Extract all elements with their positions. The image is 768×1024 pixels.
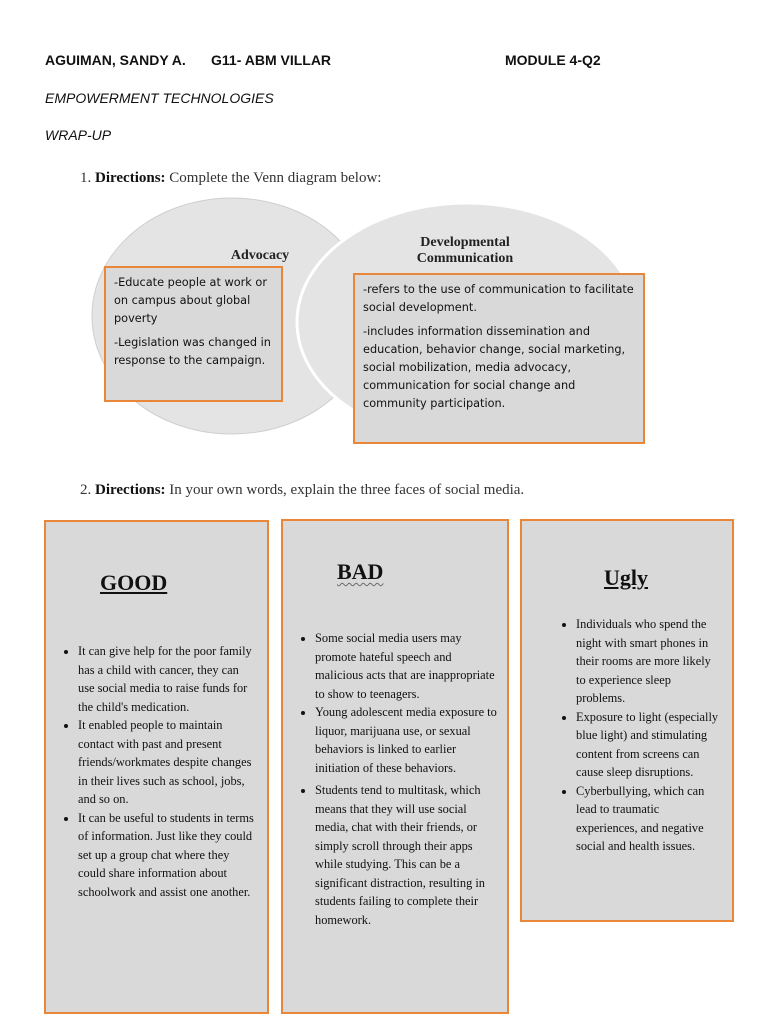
q2-directions-label: Directions: <box>95 482 166 498</box>
section-title: WRAP-UP <box>45 127 112 143</box>
student-name: AGUIMAN, SANDY A. <box>45 52 186 68</box>
list-item: • Some social media users may promote hateful speech and malicious acts that are inappropriate to show to teenagers. <box>315 629 497 703</box>
good-title: GOOD <box>100 570 168 595</box>
list-item: • Students tend to multitask, which means that they will use social media, chat with their friends, or simply scroll through their apps while studying. This can be a significant distraction, resulting in students failing to complete their homework. <box>315 781 497 929</box>
bad-panel <box>281 519 509 1014</box>
grade-section: G11- ABM VILLAR <box>211 52 332 68</box>
advocacy-point: -Legislation was changed in response to the campaign. <box>114 336 271 367</box>
advocacy-point: -Educate people at work or on campus about global poverty <box>114 276 267 325</box>
list-item: • Young adolescent media exposure to liquor, marijuana use, or sexual behaviors is linked to earlier initiation of these behaviors. <box>315 703 497 777</box>
q1-directions-label: Directions: <box>95 170 166 186</box>
module-label: MODULE 4-Q2 <box>505 52 601 68</box>
venn-label-devcom <box>380 235 550 267</box>
list-item: • Cyberbullying, which can lead to traumatic experiences, and negative social and health issues. <box>576 782 722 856</box>
subject-title: EMPOWERMENT TECHNOLOGIES <box>45 90 274 106</box>
ugly-panel <box>520 519 734 922</box>
q1-number: 1. <box>80 170 92 186</box>
q2-number: 2. <box>80 482 92 498</box>
ugly-list <box>522 615 732 856</box>
venn-label-advocacy: Advocacy <box>230 248 290 263</box>
q1-directions-text: Complete the Venn diagram below: <box>169 170 382 186</box>
devcom-box <box>353 273 645 444</box>
q2-directions <box>80 482 524 499</box>
list-item: • It can give help for the poor family has a child with cancer, they can use social media to raise funds for the child's medication. <box>78 642 257 716</box>
list-item: • It enabled people to maintain contact with past and present friends/workmates despite changes in their lives such as school, jobs, and so on. <box>78 716 257 809</box>
devcom-point: -includes information dissemination and education, behavior change, social marketing, social mobilization, media advocacy, communication for social change and community participation. <box>363 325 626 410</box>
good-panel <box>44 520 269 1014</box>
venn-label-devcom-line1: Developmental <box>420 235 510 250</box>
q2-directions-text: In your own words, explain the three faces of social media. <box>169 482 525 498</box>
list-item: • Individuals who spend the night with smart phones in their rooms are more likely to experience sleep problems. <box>576 615 722 708</box>
advocacy-box <box>104 266 283 402</box>
ugly-title: Ugly <box>604 565 648 590</box>
list-item: • Exposure to light (especially blue light) and stimulating content from screens can cause sleep disruptions. <box>576 708 722 782</box>
bad-list <box>283 629 507 929</box>
devcom-point: -refers to the use of communication to facilitate social development. <box>363 283 634 314</box>
bad-title: BAD <box>337 559 384 584</box>
venn-label-devcom-line2: Communication <box>416 251 514 266</box>
list-item: • It can be useful to students in terms of information. Just like they could set up a group chat where they could share information about schoolwork and assist one another. <box>78 809 257 902</box>
good-list <box>46 642 267 901</box>
